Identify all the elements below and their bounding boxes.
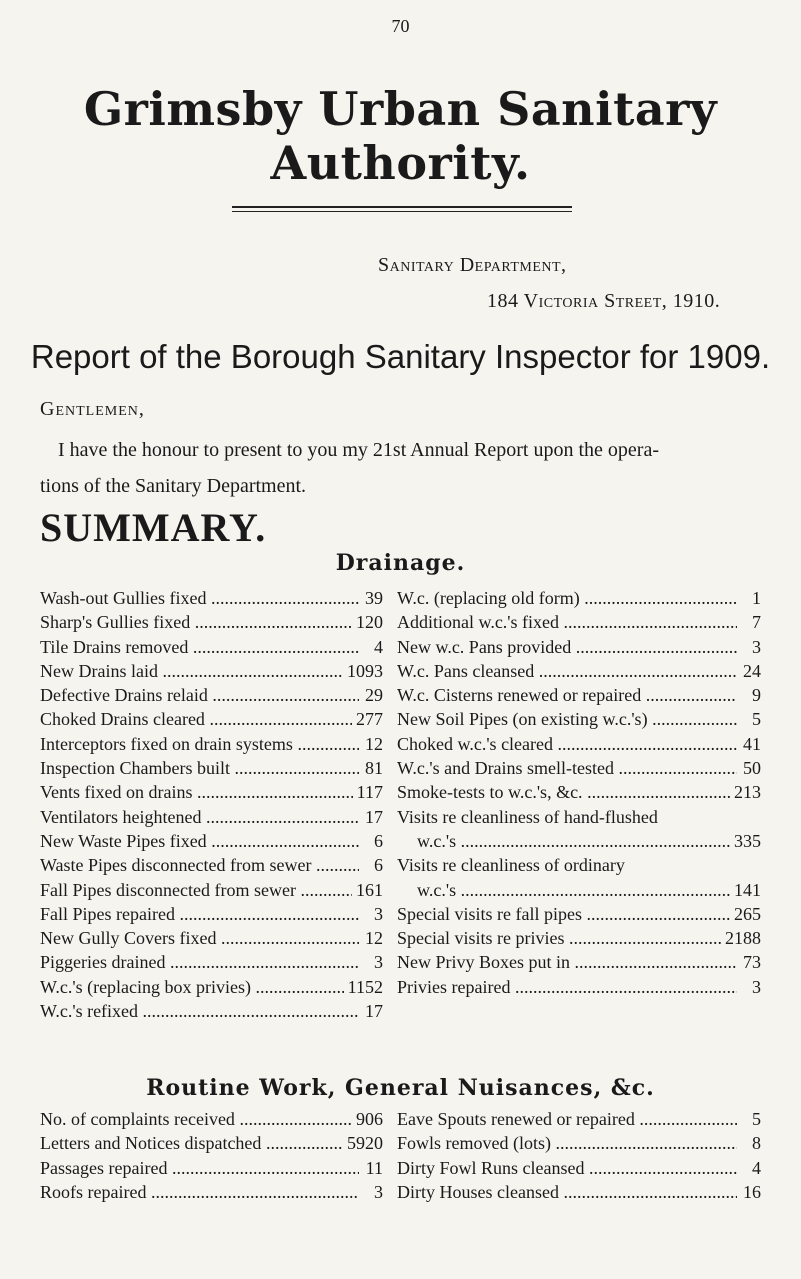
routine-left-item-label: Letters and Notices dispatched ..... [40,1131,343,1155]
drainage-right-item-label: Choked w.c.'s cleared ..... [397,732,737,756]
drainage-left-item-value: 12 [365,928,383,949]
routine-left-item-value: 5920 [347,1133,383,1154]
drainage-left-item-row [40,610,383,634]
routine-right-item-label: Dirty Fowl Runs cleansed ..... [397,1156,737,1180]
drainage-right-column [397,586,761,999]
drainage-left-item-label: Ventilators heightened ..... [40,805,359,829]
routine-right-item-row [397,1156,761,1180]
routine-left-item-label: Roofs repaired ..... [40,1180,359,1204]
drainage-left-column [40,586,383,1023]
drainage-right-item-row [397,805,761,829]
routine-left-item-label: No. of complaints received ..... [40,1107,352,1131]
drainage-left-item-value: 6 [374,830,383,851]
drainage-left-item-row [40,926,383,950]
drainage-left-item-row [40,975,383,999]
drainage-right-item-label: New Soil Pipes (on existing w.c.'s) ..... [397,707,737,731]
drainage-right-item-value: 265 [734,903,761,924]
title-rule-thin [232,211,572,212]
drainage-right-item-value: 50 [743,758,761,779]
drainage-left-item-label: Sharp's Gullies fixed ..... [40,610,352,634]
drainage-right-item-label: Additional w.c.'s fixed ..... [397,610,737,634]
routine-right-item-value: 4 [752,1157,761,1178]
drainage-left-item-label: Fall Pipes repaired ..... [40,902,359,926]
title-rule-thick [232,206,572,208]
page-number: 70 [391,16,410,36]
drainage-left-item-row [40,756,383,780]
drainage-left-item-label: New Drains laid ..... [40,659,343,683]
drainage-right-item-row [397,780,761,804]
drainage-right-item-label: w.c.'s ..... [397,829,730,853]
drainage-right-item-value: 141 [734,879,761,900]
routine-left-item-label: Passages repaired ..... [40,1156,359,1180]
routine-right-item-label: Dirty Houses cleansed ..... [397,1180,737,1204]
drainage-right-item-row [397,902,761,926]
drainage-left-item-label: Defective Drains relaid ..... [40,683,359,707]
drainage-right-item-value: 2188 [725,928,761,949]
drainage-left-item-value: 17 [365,1001,383,1022]
routine-left-item-value: 11 [365,1157,383,1178]
drainage-left-item-label: Tile Drains removed ..... [40,635,359,659]
drainage-left-item-label: New Waste Pipes fixed ..... [40,829,359,853]
drainage-right-item-value: 3 [752,976,761,997]
drainage-right-item-label: New w.c. Pans provided ..... [397,635,737,659]
drainage-heading: Drainage. [335,550,466,576]
drainage-left-item-label: W.c.'s (replacing box privies) ..... [40,975,344,999]
drainage-left-item-value: 1093 [347,660,383,681]
drainage-right-item-value: 7 [752,612,761,633]
routine-left-item-row [40,1156,383,1180]
drainage-right-item-value: 1 [752,588,761,608]
drainage-right-item-label: Special visits re fall pipes ..... [397,902,730,926]
drainage-left-item-row [40,950,383,974]
drainage-right-item-value: 3 [752,636,761,657]
intro-line-2: tions of the Sanitary Department. [40,475,307,497]
routine-left-item-row [40,1131,383,1155]
drainage-left-item-label: Vents fixed on drains ..... [40,780,353,804]
routine-right-item-label: Fowls removed (lots) ..... [397,1131,737,1155]
routine-right-item-row [397,1180,761,1204]
drainage-right-item-label: Special visits re privies ..... [397,926,721,950]
drainage-right-item-row [397,829,761,853]
drainage-right-item-value: 335 [734,830,761,851]
drainage-left-item-value: 120 [356,612,383,633]
drainage-right-item-row [397,732,761,756]
drainage-left-item-value: 39 [365,588,383,608]
drainage-right-item-row [397,610,761,634]
drainage-right-item-value: 213 [734,782,761,803]
drainage-left-item-label: Interceptors fixed on drain systems ..... [40,732,359,756]
drainage-left-item-value: 3 [374,952,383,973]
drainage-left-item-value: 12 [365,733,383,754]
drainage-right-item-label: Visits re cleanliness of ordinary [397,855,625,876]
routine-right-item-row [397,1107,761,1131]
drainage-left-item-label: Inspection Chambers built ..... [40,756,359,780]
drainage-left-item-row [40,635,383,659]
routine-right-item-value: 5 [752,1109,761,1129]
routine-heading: Routine Work, General Nuisances, &c. [146,1075,655,1101]
drainage-left-item-row [40,853,383,877]
drainage-left-item-row [40,707,383,731]
drainage-left-item-value: 161 [356,879,383,900]
drainage-right-item-value: 9 [752,685,761,706]
drainage-left-item-value: 6 [374,855,383,876]
main-title: Grimsby Urban Sanitary Authority. [83,82,718,190]
drainage-left-item-row [40,586,383,610]
drainage-left-item-row [40,999,383,1023]
drainage-left-item-value: 277 [356,709,383,730]
drainage-left-item-value: 29 [365,685,383,706]
drainage-right-item-label: Visits re cleanliness of hand-flushed [397,806,658,827]
drainage-right-item-label: New Privy Boxes put in ..... [397,950,737,974]
drainage-left-item-row [40,805,383,829]
drainage-right-item-row [397,926,761,950]
drainage-left-item-label: Wash-out Gullies fixed ..... [40,586,359,610]
drainage-right-item-label: W.c. (replacing old form) ..... [397,586,737,610]
drainage-right-item-label: Smoke-tests to w.c.'s, &c. ..... [397,780,730,804]
drainage-right-item-row [397,659,761,683]
drainage-right-item-label: W.c. Pans cleansed ..... [397,659,737,683]
drainage-left-item-label: Piggeries drained ..... [40,950,359,974]
drainage-right-item-row [397,707,761,731]
drainage-right-item-row [397,586,761,610]
drainage-left-item-row [40,732,383,756]
drainage-right-item-value: 5 [752,709,761,730]
drainage-left-item-label: New Gully Covers fixed ..... [40,926,359,950]
drainage-right-item-label: Privies repaired ..... [397,975,737,999]
drainage-left-item-value: 17 [365,806,383,827]
drainage-right-item-label: W.c.'s and Drains smell-tested ..... [397,756,737,780]
drainage-right-item-label: W.c. Cisterns renewed or repaired ..... [397,683,737,707]
drainage-left-item-value: 4 [374,636,383,657]
drainage-right-item-row [397,950,761,974]
drainage-left-item-value: 117 [356,782,383,803]
drainage-left-item-row [40,780,383,804]
drainage-left-item-label: Fall Pipes disconnected from sewer ..... [40,878,352,902]
drainage-left-item-label: W.c.'s refixed ..... [40,999,359,1023]
drainage-right-item-row [397,853,761,877]
drainage-left-item-value: 81 [365,758,383,779]
routine-right-item-label: Eave Spouts renewed or repaired ..... [397,1107,737,1131]
routine-left-item-row [40,1107,383,1131]
drainage-right-item-row [397,878,761,902]
address-line: 184 Victoria Street, 1910. [487,290,721,312]
drainage-right-item-value: 73 [743,952,761,973]
routine-left-column [40,1107,383,1204]
routine-left-item-value: 906 [356,1109,383,1129]
routine-right-item-value: 16 [743,1181,761,1202]
routine-left-item-row [40,1180,383,1204]
department-line: Sanitary Department, [378,254,567,276]
drainage-left-item-row [40,902,383,926]
routine-right-item-row [397,1131,761,1155]
report-title: Report of the Borough Sanitary Inspector for 1909. [30,338,771,375]
drainage-left-item-label: Choked Drains cleared ..... [40,707,352,731]
drainage-left-item-row [40,683,383,707]
drainage-right-item-row [397,683,761,707]
intro-line-1: I have the honour to present to you my 21st Annual Report upon the opera- [58,439,659,461]
drainage-left-item-label: Waste Pipes disconnected from sewer ..... [40,853,359,877]
drainage-right-item-row [397,635,761,659]
drainage-left-item-row [40,878,383,902]
greeting: Gentlemen, [40,398,145,420]
drainage-right-item-label: w.c.'s ..... [397,878,730,902]
drainage-right-item-value: 41 [743,733,761,754]
drainage-left-item-value: 3 [374,903,383,924]
drainage-right-item-row [397,756,761,780]
routine-right-item-value: 8 [752,1133,761,1154]
intro-paragraph [40,432,780,504]
summary-heading: SUMMARY. [40,505,267,550]
routine-right-column [397,1107,761,1204]
drainage-left-item-row [40,659,383,683]
drainage-left-item-value: 1152 [347,976,383,997]
drainage-left-item-row [40,829,383,853]
drainage-right-item-value: 24 [743,660,761,681]
routine-left-item-value: 3 [374,1181,383,1202]
drainage-right-item-row [397,975,761,999]
